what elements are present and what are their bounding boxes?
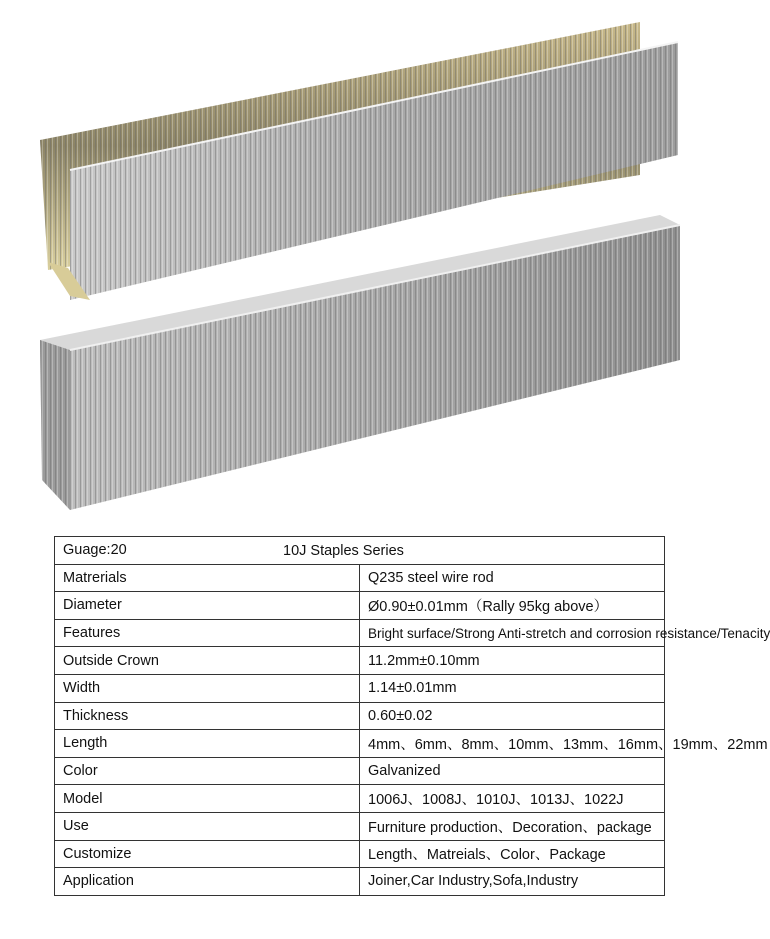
row-label: Diameter	[55, 592, 360, 620]
row-label: Outside Crown	[55, 647, 360, 675]
table-row	[55, 840, 665, 868]
table-row	[55, 702, 665, 730]
table-row	[55, 730, 665, 758]
table-row	[55, 564, 665, 592]
row-label: Matrerials	[55, 564, 360, 592]
table-row	[55, 592, 665, 620]
row-value: 11.2mm±0.10mm	[360, 647, 665, 675]
row-label: Customize	[55, 840, 360, 868]
row-value: Bright surface/Strong Anti-stretch and corrosion resistance/Tenacity	[360, 619, 665, 647]
row-value: Length、Matreials、Color、Package	[360, 840, 665, 868]
row-value: 4mm、6mm、8mm、10mm、13mm、16mm、19mm、22mm	[360, 730, 665, 758]
row-value: Joiner,Car Industry,Sofa,Industry	[360, 868, 665, 896]
row-label: Use	[55, 812, 360, 840]
row-value: Furniture production、Decoration、package	[360, 812, 665, 840]
row-value: 1.14±0.01mm	[360, 674, 665, 702]
row-label: Thickness	[55, 702, 360, 730]
table-row	[55, 647, 665, 675]
table-row	[55, 619, 665, 647]
row-value: 0.60±0.02	[360, 702, 665, 730]
series-title: 10J Staples Series	[283, 543, 404, 559]
row-value: Galvanized	[360, 757, 665, 785]
row-label: Model	[55, 785, 360, 813]
row-label: Application	[55, 868, 360, 896]
table-row	[55, 868, 665, 896]
gauge-label: Guage:20	[63, 542, 127, 559]
row-value: Ø0.90±0.01mm（Rally 95kg above）	[360, 592, 665, 620]
row-value: Q235 steel wire rod	[360, 564, 665, 592]
table-row	[55, 757, 665, 785]
specifications-table	[54, 536, 770, 896]
row-value: 1006J、1008J、1010J、1013J、1022J	[360, 785, 665, 813]
table-row	[55, 785, 665, 813]
header-cell	[55, 537, 665, 565]
row-label: Length	[55, 730, 360, 758]
row-label: Color	[55, 757, 360, 785]
table-row	[55, 674, 665, 702]
table-header-row	[55, 537, 665, 565]
row-label: Features	[55, 619, 360, 647]
row-label: Width	[55, 674, 360, 702]
table-row	[55, 812, 665, 840]
